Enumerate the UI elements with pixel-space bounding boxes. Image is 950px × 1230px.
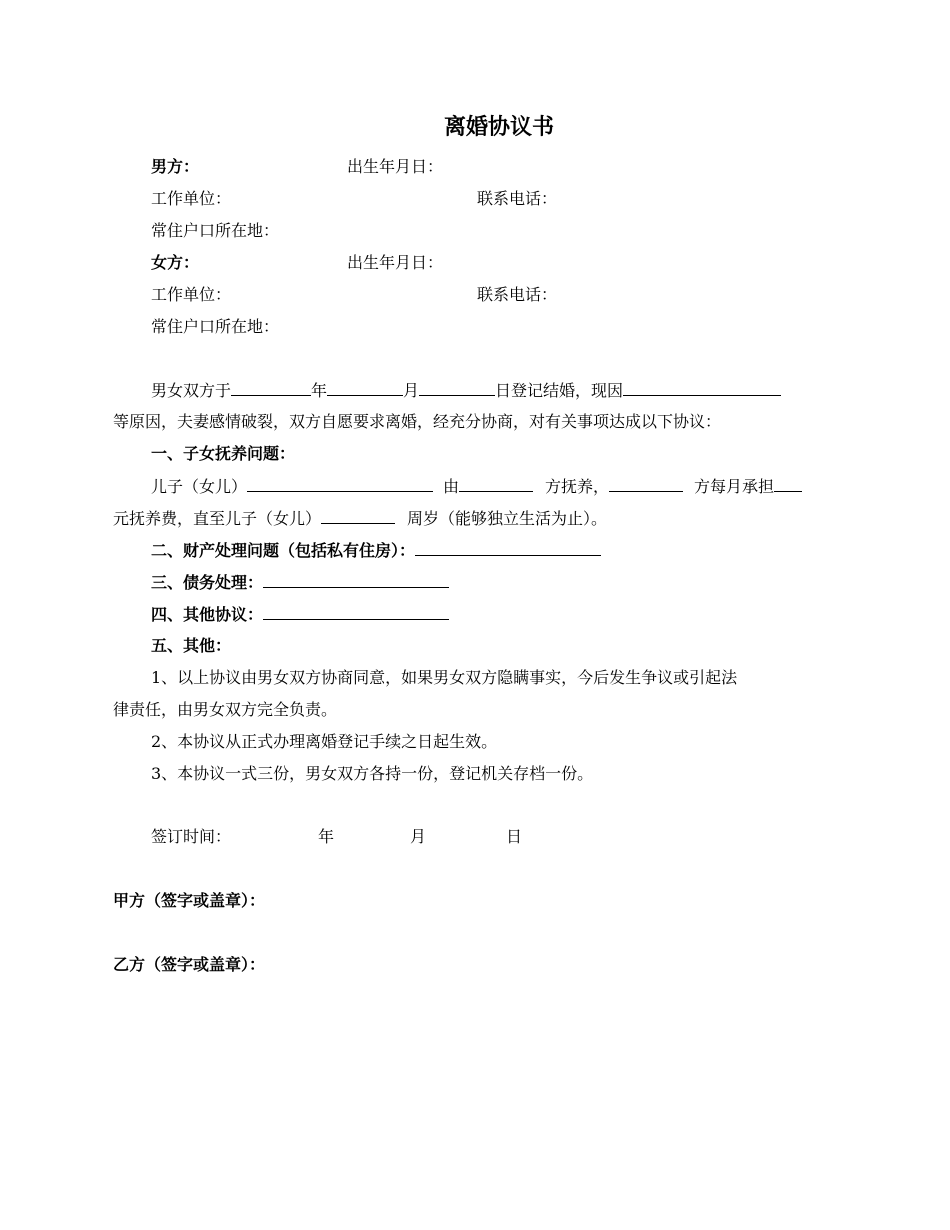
intro-day-text: 日登记结婚，现因 [495,381,624,400]
female-phone-label: 联系电话： [477,285,558,304]
month-blank[interactable] [327,379,403,396]
intro-line-1 [151,379,781,402]
female-work-label: 工作单位： [151,285,232,304]
signing-year: 年 [318,827,335,846]
female-label: 女方： [151,253,200,272]
intro-part1: 男女双方于 [151,381,232,400]
section5-item2: 2、本协议从正式办理离婚登记手续之日起生效。 [151,732,498,751]
section1-b: 由 [443,477,460,496]
debt-blank[interactable] [263,571,449,588]
signing-month: 月 [410,827,427,846]
section1-e: 元抚养费，直至儿子（女儿） [113,509,322,528]
female-residence-label: 常住户口所在地： [151,317,280,336]
section4-heading: 四、其他协议： [151,605,264,624]
section1-c: 方抚养， [545,477,610,496]
section5-item3: 3、本协议一式三份，男女双方各持一份，登记机关存档一份。 [151,764,594,783]
male-birth-label: 出生年月日： [347,157,444,176]
party-a-signature-label: 甲方（签字或盖章）： [113,891,266,910]
female-birth-label: 出生年月日： [347,253,444,272]
intro-month: 月 [403,381,420,400]
signing-time-label: 签订时间： [151,827,232,846]
section1-a: 儿子（女儿） [151,477,248,496]
year-blank[interactable] [231,379,311,396]
male-residence-label: 常住户口所在地： [151,221,280,240]
party-b-signature-label: 乙方（签字或盖章）： [113,955,266,974]
section5-heading: 五、其他： [151,636,232,655]
section3-line [151,571,449,594]
property-blank[interactable] [415,539,601,556]
section1-d: 方每月承担 [694,477,775,496]
child-name-blank[interactable] [247,475,433,492]
amount-blank[interactable] [774,475,802,492]
male-label: 男方： [151,157,200,176]
section2-line [151,539,601,562]
section5-item1-line1: 1、以上协议由男女双方协商同意，如果男女双方隐瞒事实，今后发生争议或引起法 [151,668,738,687]
intro-year: 年 [311,381,328,400]
payer-party-blank[interactable] [609,475,683,492]
custody-party-blank[interactable] [459,475,533,492]
age-blank[interactable] [321,507,395,524]
reason-blank[interactable] [623,379,781,396]
section3-heading: 三、债务处理： [151,573,264,592]
other-agreement-blank[interactable] [263,603,449,620]
intro-line-2: 等原因，夫妻感情破裂，双方自愿要求离婚，经充分协商，对有关事项达成以下协议： [113,412,722,431]
signing-day: 日 [506,827,523,846]
male-work-label: 工作单位： [151,189,232,208]
male-phone-label: 联系电话： [477,189,558,208]
document-title: 离婚协议书 [443,114,554,140]
section1-line-2 [113,507,607,530]
day-blank[interactable] [419,379,495,396]
section1-heading: 一、子女抚养问题： [151,444,296,463]
section1-line-1 [151,475,802,498]
section2-heading: 二、财产处理问题（包括私有住房）： [151,541,416,560]
section4-line [151,603,449,626]
section1-f: 周岁（能够独立生活为止）。 [407,509,608,528]
section5-item1-line2: 律责任，由男女双方完全负责。 [113,700,338,719]
